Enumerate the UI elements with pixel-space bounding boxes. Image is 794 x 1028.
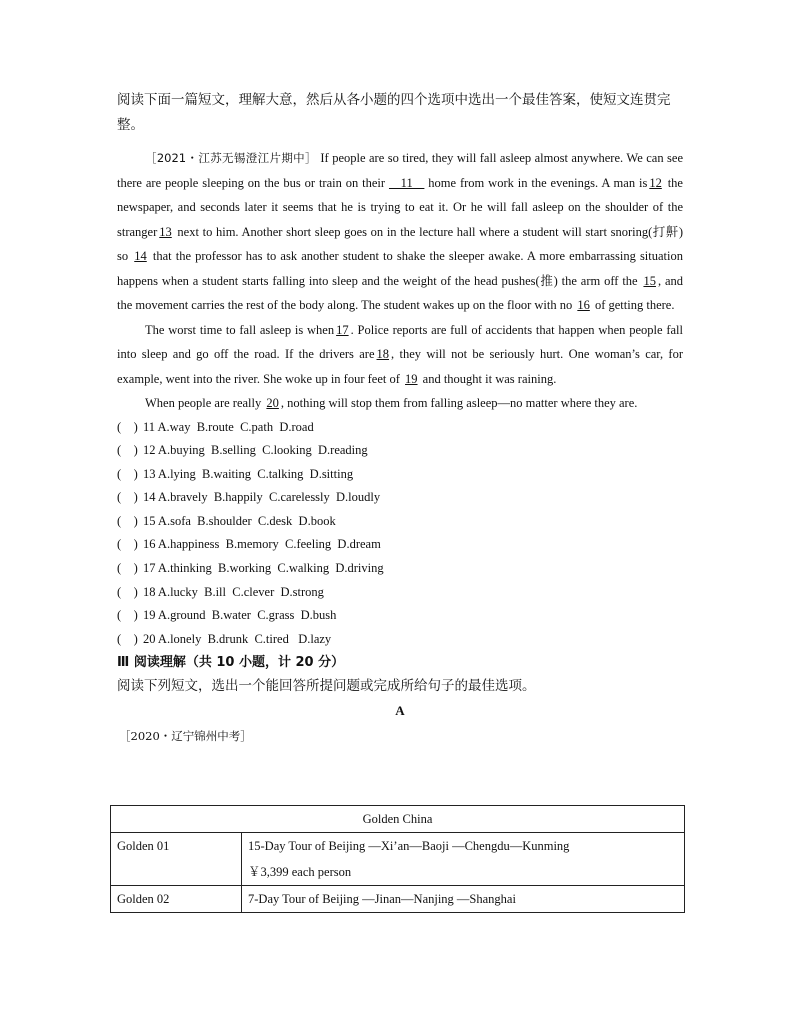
- section-heading: Ⅲ 阅读理解（共 10 小题，计 20 分）: [117, 655, 345, 671]
- question-item: ( ) 12 A.buying B.selling C.looking D.reading: [117, 439, 683, 463]
- answer-bracket[interactable]: ( ): [117, 443, 138, 458]
- answer-bracket[interactable]: ( ): [117, 584, 138, 599]
- question-item: ( ) 15 A.sofa B.shoulder C.desk D.book: [117, 510, 683, 534]
- question-list: [117, 416, 683, 652]
- tour-details: [242, 886, 685, 913]
- question-item: ( ) 14 A.bravely B.happily C.carelessly D.loudly: [117, 486, 683, 510]
- tour-price: ￥3,399 each person: [248, 865, 352, 879]
- tour-route: 7-Day Tour of Beijing —Jinan—Nanjing —Shanghai: [248, 892, 516, 906]
- question-item: ( ) 16 A.happiness B.memory C.feeling D.dream: [117, 533, 683, 557]
- blank-19: 19: [405, 371, 418, 386]
- answer-bracket[interactable]: ( ): [117, 608, 138, 623]
- table-row: [111, 833, 685, 886]
- answer-bracket[interactable]: ( ): [117, 490, 138, 505]
- tour-table: [110, 805, 685, 913]
- tour-route: 15-Day Tour of Beijing —Xi’an—Baoji —Chengdu—Kunming: [248, 839, 570, 853]
- passage-paragraph-1: ［2021・江苏无锡澄江片期中］ If people are so tired, they will fall asleep almost anywhere. We can see there are people sleeping on the bus or train on their 11 home from work in the evenings. A man is 12 the newspaper, and seconds later it seems that he is trying to eat it. Or he will fall asleep on the shoulder of the stranger 13 next to him. Another short sleep goes on in the lecture hall where a student will start snoring(打鼾) so 14 that the professor has to ask another student to shake the sleeper awake. A more embarrassing situation happens when a student starts falling into sleep and the weight of the head pushes(推) the arm off the 15 , and the movement carries the rest of the body along. The student wakes up on the floor with no 16 of getting there.: [117, 151, 684, 312]
- answer-bracket[interactable]: ( ): [117, 466, 138, 481]
- answer-bracket[interactable]: ( ): [117, 537, 138, 552]
- blank-20: 20: [266, 396, 279, 410]
- question-item: ( ) 17 A.thinking B.working C.walking D.driving: [117, 557, 683, 581]
- reading-instruction: 阅读下列短文，选出一个能回答所提问题或完成所给句子的最佳选项。: [117, 678, 536, 695]
- question-item: ( ) 20 A.lonely B.drunk C.tired D.lazy: [117, 628, 683, 652]
- question-item: ( ) 18 A.lucky B.ill C.clever D.strong: [117, 581, 683, 605]
- answer-bracket[interactable]: ( ): [117, 419, 138, 434]
- blank-17: 17: [336, 322, 349, 337]
- table-header-row: [111, 806, 685, 833]
- blank-15: 15: [643, 273, 656, 288]
- question-item: ( ) 13 A.lying B.waiting C.talking D.sitting: [117, 463, 683, 487]
- answer-bracket[interactable]: ( ): [117, 513, 138, 528]
- question-item: ( ) 19 A.ground B.water C.grass D.bush: [117, 604, 683, 628]
- document-page: [117, 88, 683, 749]
- passage-source: ［2021・江苏无锡澄江片期中］: [145, 151, 317, 165]
- answer-bracket[interactable]: ( ): [117, 561, 138, 576]
- part-label: A: [395, 703, 405, 719]
- cloze-instruction: 阅读下面一篇短文，理解大意，然后从各小题的四个选项中选出一个最佳答案，使短文连贯完整。: [117, 92, 671, 133]
- tour-details: [242, 833, 685, 886]
- passage-paragraph-3: When people are really 20 , nothing will stop them from falling asleep—no matter where they are.: [145, 396, 638, 410]
- source-label: ［2020・辽宁锦州中考］: [119, 729, 252, 744]
- blank-16: 16: [577, 298, 590, 312]
- table-row: [111, 886, 685, 913]
- blank-18: 18: [376, 347, 390, 361]
- tour-name: Golden 01: [111, 833, 242, 886]
- passage-paragraph-2: The worst time to fall asleep is when 17 . Police reports are full of accidents that happen when people fall into sleep and go off the road. If the drivers are 18 , they will not be seriously hurt. One woman’s car, for example, went into the river. She woke up in four feet of 19 and thought it was raining.: [117, 322, 683, 386]
- blank-12: 12: [649, 175, 662, 190]
- blank-11: 11: [388, 175, 425, 190]
- tour-name: Golden 02: [111, 886, 242, 913]
- answer-bracket[interactable]: ( ): [117, 631, 138, 646]
- question-item: ( ) 11 A.way B.route C.path D.road: [117, 416, 683, 440]
- blank-14: 14: [134, 249, 147, 263]
- table-title: Golden China: [111, 806, 685, 833]
- blank-13: 13: [159, 224, 172, 239]
